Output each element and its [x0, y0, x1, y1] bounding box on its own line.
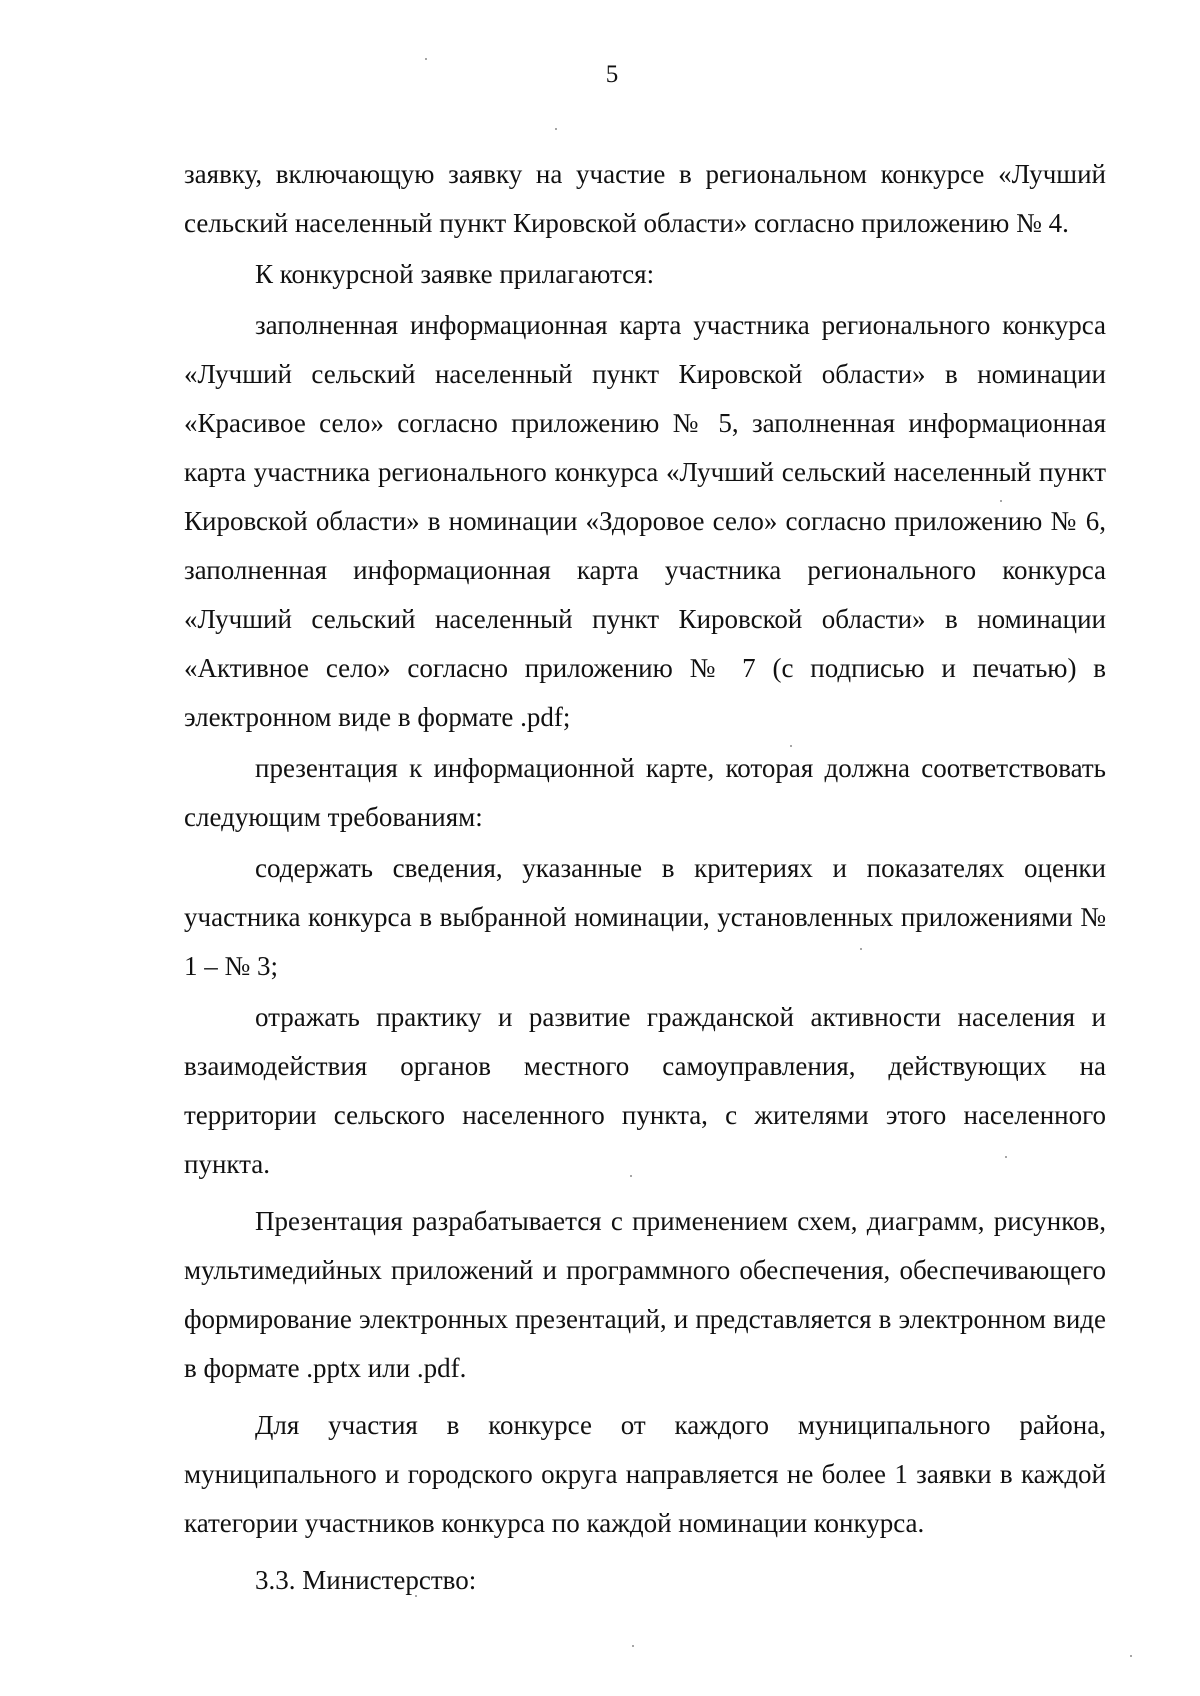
- scan-speck: [632, 1645, 634, 1647]
- scan-speck: [415, 1595, 417, 1597]
- scan-speck: [425, 58, 427, 60]
- paragraph-application-continuation: заявку, включающую заявку на участие в региональном конкурсе «Лучший сельский населенный пункт Кировской области» согласно приложению № 4.: [184, 159, 1106, 238]
- paragraph-application-limit: Для участия в конкурсе от каждого муниципального района, муниципального и городского округа направляется не более 1 заявки в каждой категории участников конкурса по каждой номинации конкурса.: [184, 1410, 1106, 1538]
- paragraph-attachments-heading: К конкурсной заявке прилагаются:: [255, 259, 655, 289]
- scan-speck: [1130, 1655, 1132, 1657]
- scan-speck: [1000, 500, 1002, 502]
- page-number: 5: [605, 61, 619, 88]
- scan-speck: [1005, 1156, 1007, 1158]
- paragraph-reflect-practice: отражать практику и развитие гражданской активности населения и взаимодействия органов местного самоуправления, действующих на территории сельского населенного пункта, с жителями этого населенного пункта.: [184, 1002, 1106, 1179]
- scan-speck: [630, 1175, 632, 1177]
- paragraph-information-cards: заполненная информационная карта участника регионального конкурса «Лучший сельский населенный пункт Кировской области» в номинации «Красивое село» согласно приложению № 5, заполненная информационная карта участника регионального конкурса «Лучший сельский населенный пункт Кировской области» в номинации «Здоровое село» согласно приложению № 6, заполненная информационная карта участника регионального конкурса «Лучший сельский населенный пункт Кировской области» в номинации «Активное село» согласно приложению № 7 (с подписью и печатью) в электронном виде в формате .pdf;: [184, 310, 1106, 732]
- paragraph-contain-information: содержать сведения, указанные в критериях и показателях оценки участника конкурса в выбранной номинации, установленных приложениями № 1 – № 3;: [184, 853, 1106, 981]
- scan-speck: [860, 948, 862, 950]
- paragraph-presentation-requirements: презентация к информационной карте, которая должна соответствовать следующим требованиям:: [184, 753, 1106, 832]
- scan-speck: [790, 745, 792, 747]
- paragraph-presentation-development: Презентация разрабатывается с применением схем, диаграмм, рисунков, мультимедийных приложений и программного обеспечения, обеспечивающего формирование электронных презентаций, и представляется в электронном виде в формате .pptx или .pdf.: [184, 1206, 1106, 1383]
- paragraph-ministry-heading: 3.3. Министерство:: [255, 1565, 477, 1595]
- scan-speck: [555, 128, 557, 130]
- document-body: [184, 150, 1106, 1605]
